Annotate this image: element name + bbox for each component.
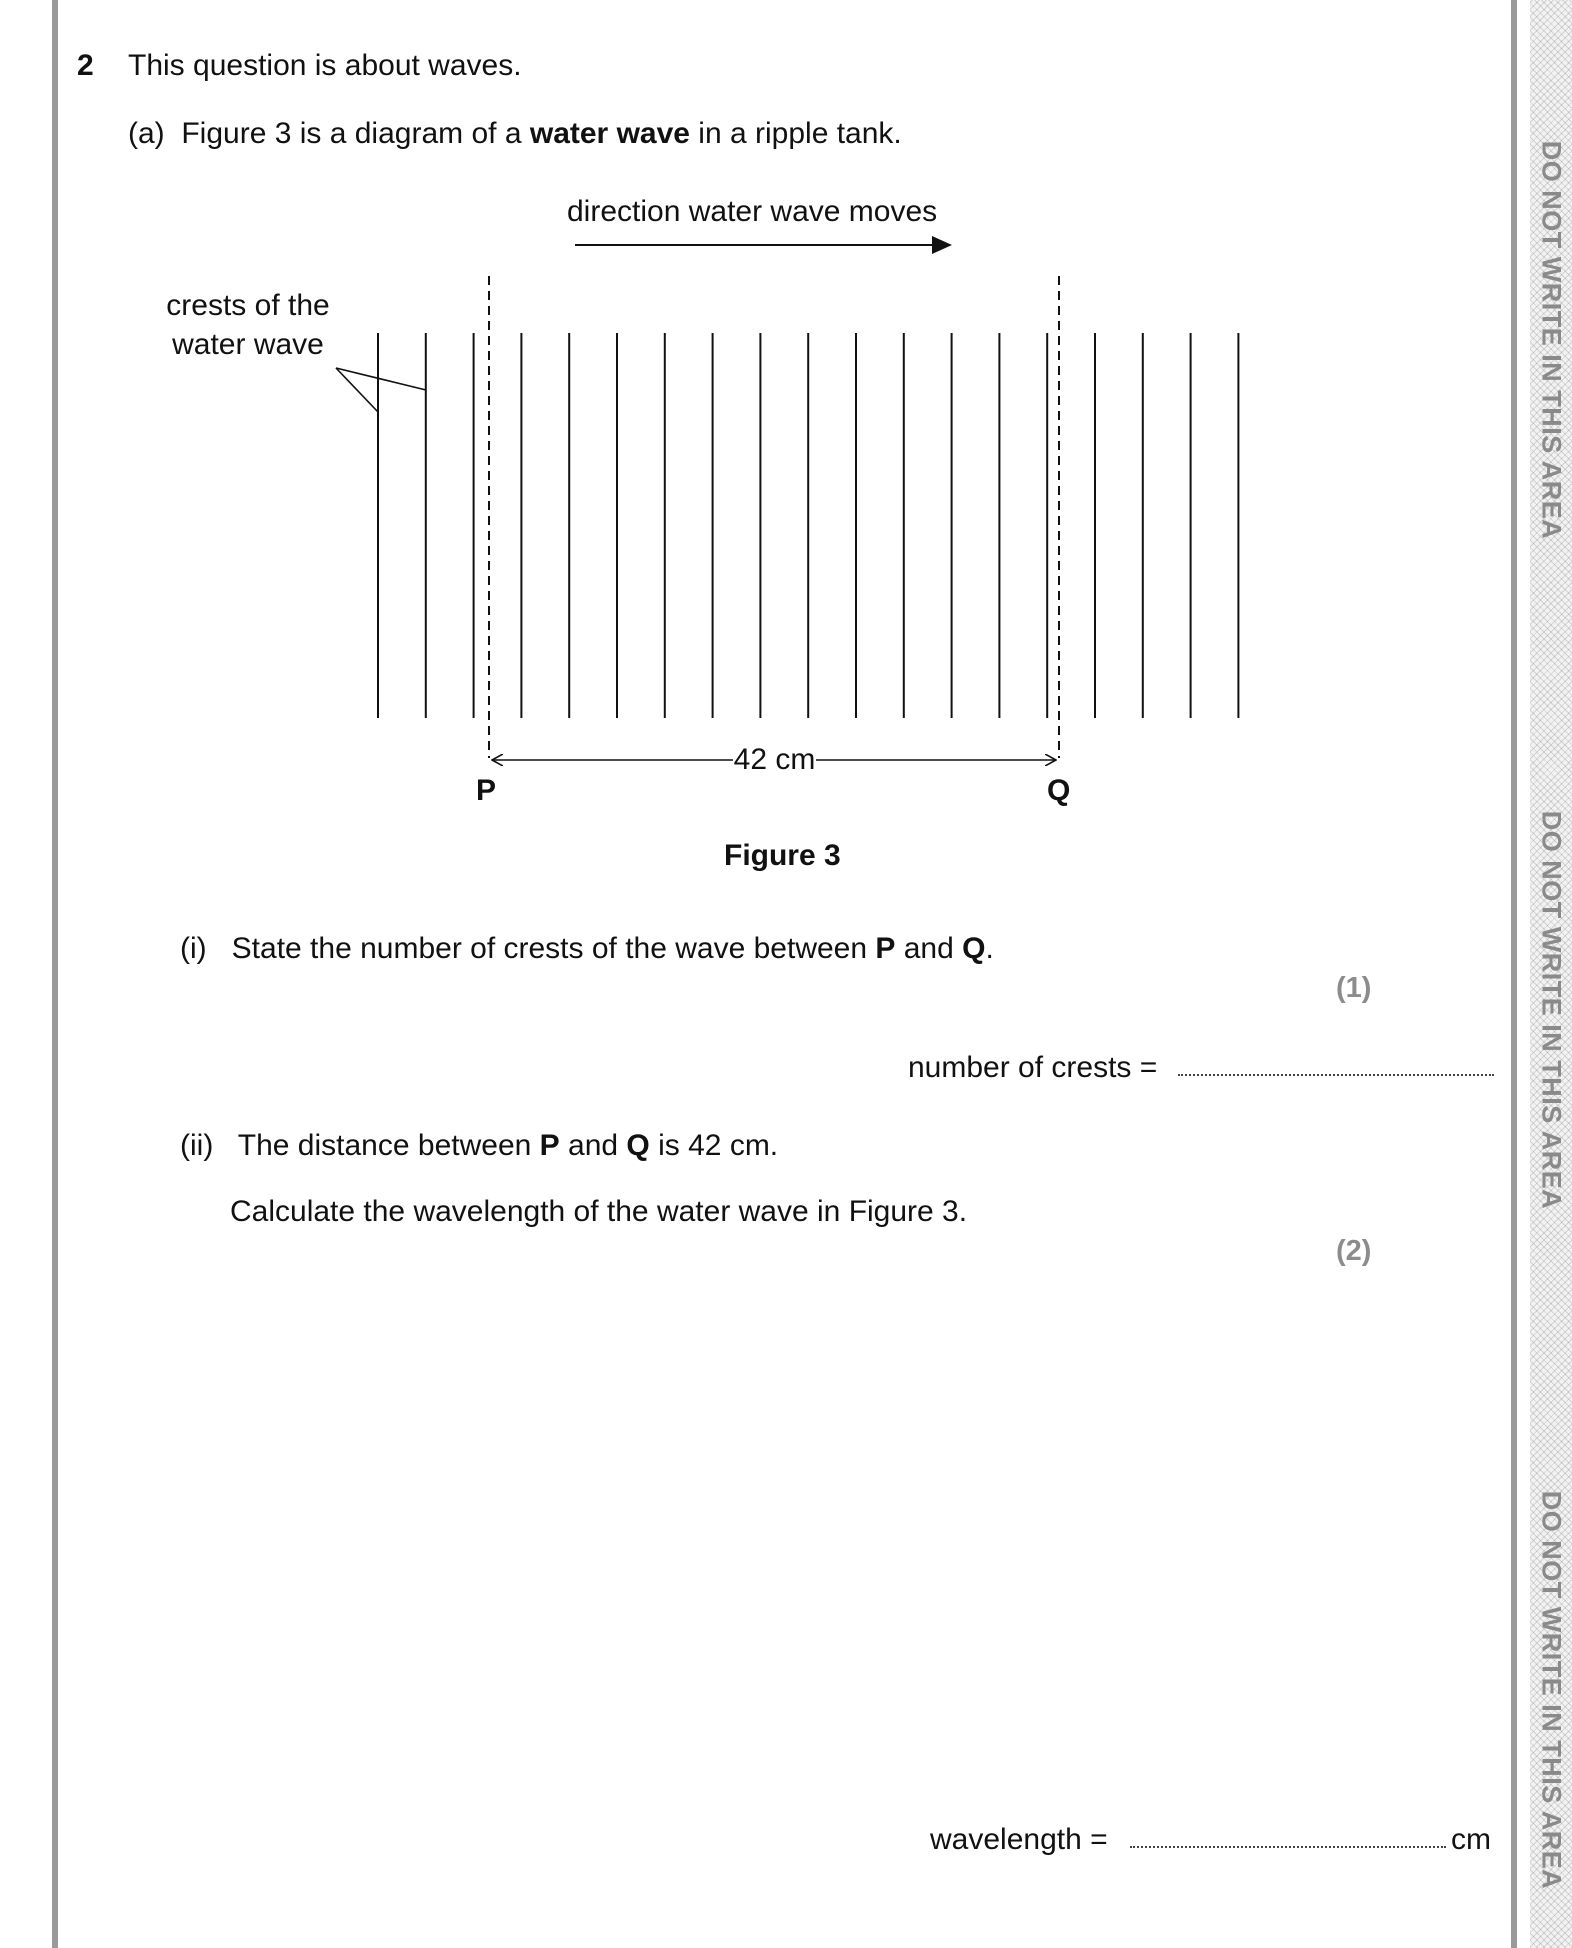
part-i-p: P	[875, 932, 896, 965]
crests-answer-label: number of crests =	[908, 1051, 1158, 1084]
point-p-label: P	[476, 774, 497, 807]
crest-lines	[378, 333, 1238, 718]
part-ii-text	[180, 1128, 778, 1164]
part-i-label: (i)	[180, 932, 207, 965]
part-ii-and: and	[568, 1129, 619, 1162]
part-a-text-before: Figure 3 is a diagram of a	[181, 117, 522, 150]
wavelength-answer-label: wavelength =	[930, 1823, 1108, 1856]
wavelength-answer-field[interactable]	[1130, 1846, 1446, 1848]
part-i-marks: (1)	[1336, 972, 1372, 1004]
direction-label: direction water wave moves	[567, 195, 938, 228]
direction-arrow-head	[932, 236, 952, 254]
label-leader-1	[336, 368, 378, 412]
part-ii-p: P	[539, 1129, 560, 1162]
figure-caption: Figure 3	[724, 839, 841, 872]
part-i-period: .	[985, 932, 994, 965]
question-intro: This question is about waves.	[128, 49, 522, 82]
part-a-text-after: in a ripple tank.	[698, 117, 902, 150]
part-i-q: Q	[962, 932, 986, 965]
part-i-and: and	[903, 932, 954, 965]
part-ii-text-after: is 42 cm.	[658, 1129, 779, 1162]
right-border	[1511, 0, 1517, 1948]
part-a-bold: water wave	[529, 117, 690, 150]
part-ii-marks: (2)	[1336, 1235, 1372, 1267]
part-a-label: (a)	[128, 117, 165, 150]
part-ii-label: (ii)	[180, 1129, 214, 1162]
crests-label-line2: water wave	[172, 328, 324, 361]
part-ii-q: Q	[626, 1129, 650, 1162]
point-q-label: Q	[1047, 774, 1071, 807]
part-i-text	[180, 931, 994, 967]
crests-answer-field[interactable]	[1178, 1074, 1494, 1076]
wavelength-unit: cm	[1451, 1823, 1491, 1856]
question-number: 2	[77, 49, 94, 82]
distance-label: 42 cm	[733, 743, 816, 776]
crests-label-line1: crests of the	[166, 289, 330, 322]
part-ii-text-before: The distance between	[237, 1129, 532, 1162]
label-leader-2	[336, 368, 426, 390]
part-ii-instruction: Calculate the wavelength of the water wave in Figure 3.	[230, 1195, 968, 1228]
part-i-text-before: State the number of crests of the wave between	[231, 932, 868, 965]
